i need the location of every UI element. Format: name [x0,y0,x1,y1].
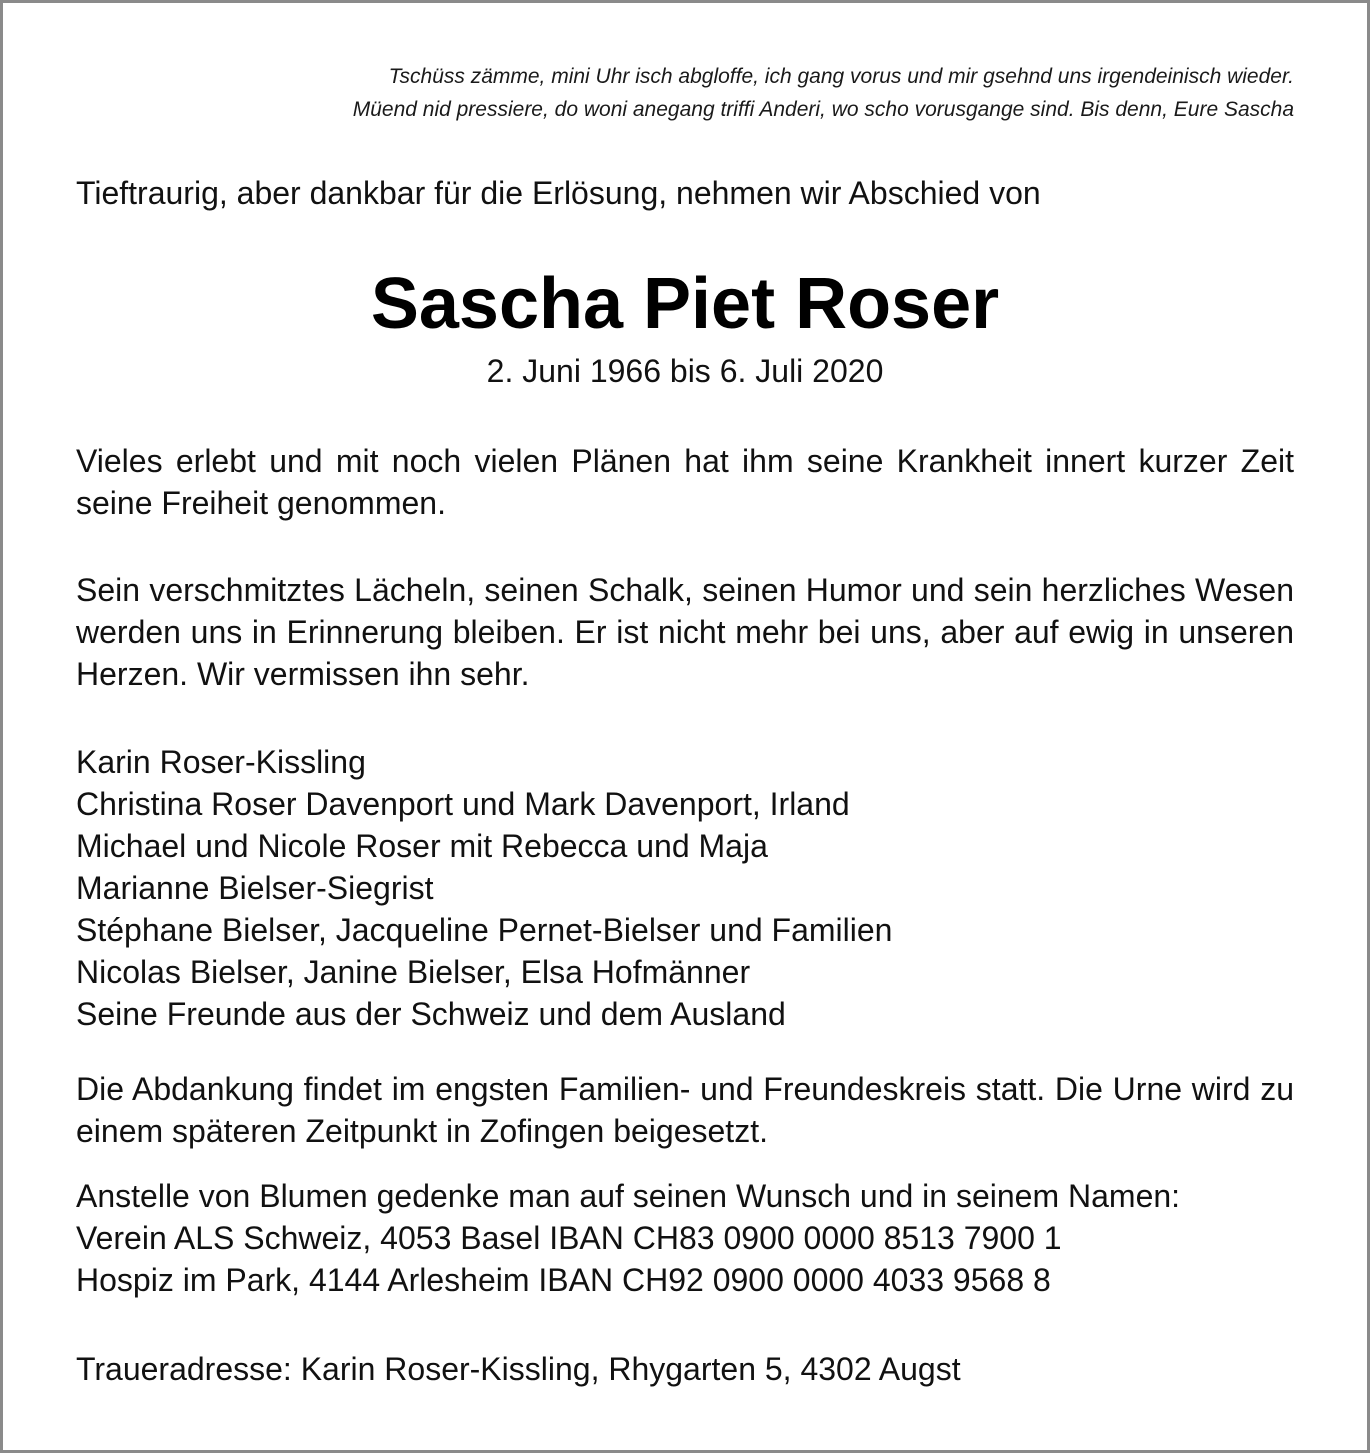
mourner-item: Marianne Bielser-Siegrist [76,870,434,906]
mourner-item: Seine Freunde aus der Schweiz und dem Ausland [76,996,786,1032]
motto-line-2: Müend nid pressiere, do woni anegang triffi Anderi, wo scho vorusgange sind. Bis denn, Eure Sascha [352,98,1294,121]
paragraph-illness: Vieles erlebt und mit noch vielen Plänen hat ihm seine Krankheit innert kurzer Zeit seine Freiheit genommen. [76,443,1294,521]
life-dates: 2. Juni 1966 bis 6. Juli 2020 [486,353,884,389]
mourning-address: Traueradresse: Karin Roser-Kissling, Rhygarten 5, 4302 Augst [76,1351,961,1387]
donations-intro: Anstelle von Blumen gedenke man auf seinen Wunsch und in seinem Namen: [76,1178,1181,1214]
intro-line: Tieftraurig, aber dankbar für die Erlösung, nehmen wir Abschied von [76,175,1041,211]
donations-block [76,1175,1294,1301]
motto-quote [76,60,1294,126]
mourner-item: Karin Roser-Kissling [76,744,366,780]
mourner-item: Christina Roser Davenport und Mark Davenport, Irland [76,786,850,822]
mourner-item: Stéphane Bielser, Jacqueline Pernet-Bielser und Familien [76,912,893,948]
motto-line-1: Tschüss zämme, mini Uhr isch abgloffe, ich gang vorus und mir gsehnd uns irgendeinisch wieder. [388,65,1294,88]
funeral-note: Die Abdankung findet im engsten Familien- und Freundeskreis statt. Die Urne wird zu einem späteren Zeitpunkt in Zofingen beigesetzt. [76,1071,1294,1149]
donation-line: Verein ALS Schweiz, 4053 Basel IBAN CH83 0900 0000 8513 7900 1 [76,1220,1062,1256]
donation-line: Hospiz im Park, 4144 Arlesheim IBAN CH92 0900 0000 4033 9568 8 [76,1262,1051,1298]
mourner-item: Michael und Nicole Roser mit Rebecca und Maja [76,828,768,864]
mourner-item: Nicolas Bielser, Janine Bielser, Elsa Hofmänner [76,954,751,990]
paragraph-memory: Sein verschmitztes Lächeln, seinen Schalk, seinen Humor und sein herzliches Wesen werden uns in Erinnerung bleiben. Er ist nicht mehr bei uns, aber auf ewig in unseren Herzen. Wir vermissen ihn sehr. [76,572,1294,692]
deceased-name: Sascha Piet Roser [370,264,1000,344]
mourners-list [76,741,1294,1035]
